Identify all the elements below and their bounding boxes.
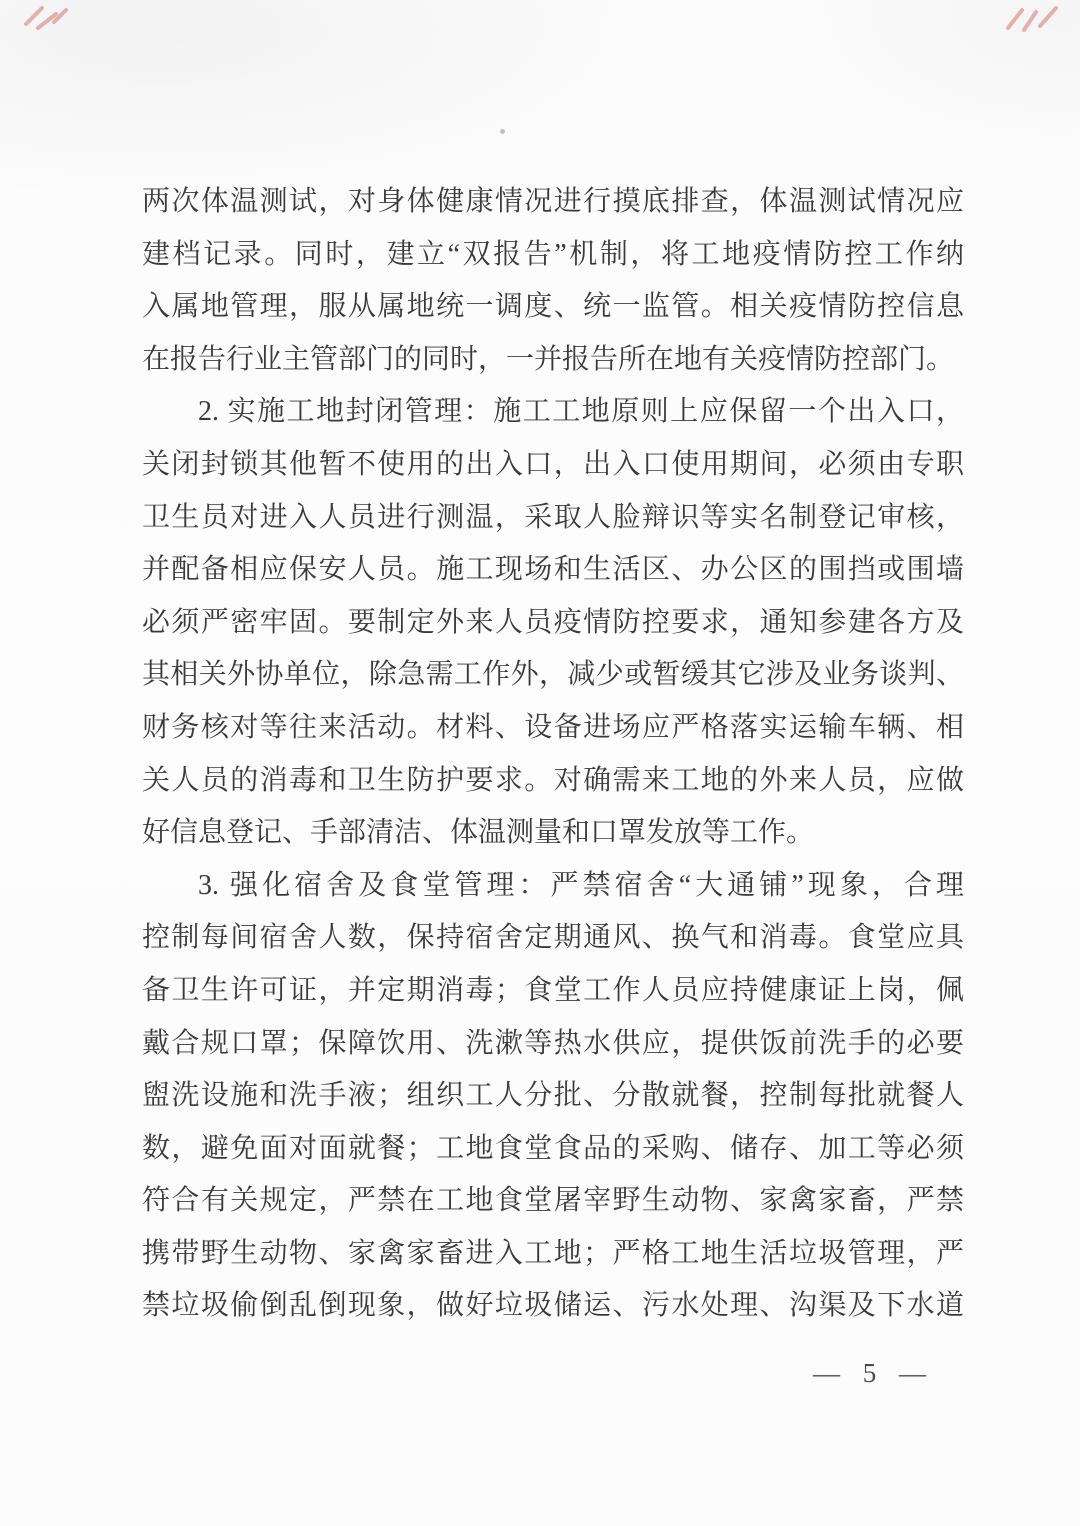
text-line: 关闭封锁其他暂不使用的出入口，出入口使用期间，必须由专职 — [142, 448, 964, 480]
paragraph — [142, 176, 964, 386]
paragraph — [142, 386, 964, 859]
text-line: 禁垃圾偷倒乱倒现象，做好垃圾储运、污水处理、沟渠及下水道 — [142, 1290, 964, 1322]
text-line: 关人员的消毒和卫生防护要求。对确需来工地的外来人员，应做 — [142, 764, 964, 796]
text-line: 好信息登记、手部清洁、体温测量和口罩发放等工作。 — [142, 817, 815, 849]
text-line: 卫生员对进入人员进行测温，采取人脸辩识等实名制登记审核， — [142, 501, 964, 533]
scan-speck — [500, 129, 505, 134]
text-line: 盥洗设施和洗手液；组织工人分批、分散就餐，控制每批就餐人 — [142, 1080, 964, 1112]
text-line: 其相关外协单位，除急需工作外，减少或暂缓其它涉及业务谈判、 — [142, 659, 964, 691]
text-line: 建档记录。同时，建立“双报告”机制，将工地疫情防控工作纳 — [142, 238, 964, 270]
text-line: 并配备相应保安人员。施工现场和生活区、办公区的围挡或围墙 — [142, 554, 964, 586]
page-number: — 5 — — [813, 1358, 934, 1388]
text-line: 符合有关规定，严禁在工地食堂屠宰野生动物、家禽家畜，严禁 — [142, 1185, 964, 1217]
text-line: 财务核对等往来活动。材料、设备进场应严格落实运输车辆、相 — [142, 711, 964, 743]
text-line: 入属地管理，服从属地统一调度、统一监管。相关疫情防控信息 — [142, 291, 964, 323]
text-line: 数，避免面对面就餐；工地食堂食品的采购、储存、加工等必须 — [142, 1132, 964, 1164]
text-line: 必须严密牢固。要制定外来人员疫情防控要求，通知参建各方及 — [142, 606, 964, 638]
text-line: 携带野生动物、家禽家畜进入工地；严格工地生活垃圾管理，严 — [142, 1237, 964, 1269]
text-line: 两次体温测试，对身体健康情况进行摸底排查，体温测试情况应 — [142, 186, 964, 217]
red-ink-mark-top-left — [20, 2, 74, 32]
text-line: 2. 实施工地封闭管理：施工工地原则上应保留一个出入口， — [198, 396, 964, 428]
red-ink-mark-top-right — [1002, 2, 1064, 36]
text-line: 在报告行业主管部门的同时，一并报告所在地有关疫情防控部门。 — [142, 343, 955, 375]
text-line: 3. 强化宿舍及食堂管理：严禁宿舍“大通铺”现象，合理 — [198, 869, 964, 901]
body-text — [142, 176, 964, 1333]
text-line: 戴合规口罩；保障饮用、洗漱等热水供应，提供饭前洗手的必要 — [142, 1027, 964, 1059]
paragraph — [142, 860, 964, 1333]
text-line: 备卫生许可证，并定期消毒；食堂工作人员应持健康证上岗，佩 — [142, 974, 964, 1006]
text-line: 控制每间宿舍人数，保持宿舍定期通风、换气和消毒。食堂应具 — [142, 922, 964, 954]
